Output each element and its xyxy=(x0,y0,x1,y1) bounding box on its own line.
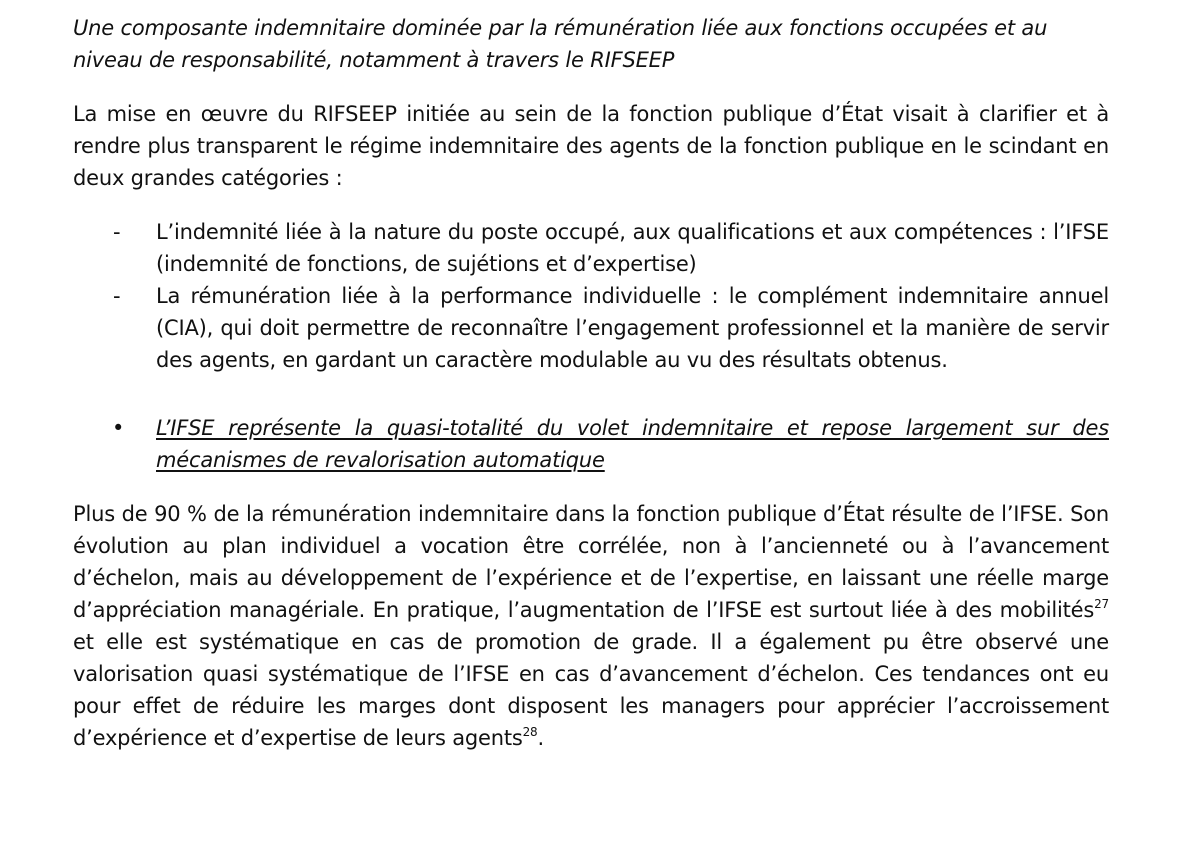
list-item-ifse xyxy=(73,216,1109,280)
dash-marker: - xyxy=(113,220,121,244)
body-text-part2: et elle est systématique en cas de promotion de grade. Il a également pu être observé une valorisation quasi systématique de l’IFSE en cas d’avancement d’échelon. Ces tendances ont eu pour effet de réduire les marges dont disposent les managers pour apprécier l’accroissement d’expérience et d’expertise de leurs agents xyxy=(73,630,1109,750)
list-item-text: La rémunération liée à la performance individuelle : le complément indemnitaire annuel (CIA), qui doit permettre de reconnaître l’engagement professionnel et la manière de servir des agents, en gardant un caractère modulable au vu des résultats obtenus. xyxy=(156,284,1109,372)
document-page xyxy=(73,12,1109,754)
body-text-part3: . xyxy=(537,726,544,750)
body-text-part1: Plus de 90 % de la rémunération indemnitaire dans la fonction publique d’État résulte de l’IFSE. Son évolution au plan individuel a vocation être corrélée, non à l’ancienneté ou à l’avancement d’échelon, mais au développement de l’expérience et de l’expertise, en laissant une réelle marge d’appréciation managériale. En pratique, l’augmentation de l’IFSE est surtout liée à des mobilités xyxy=(73,502,1109,622)
key-point-text: L’IFSE représente la quasi-totalité du volet indemnitaire et repose largement sur des mécanismes de revalorisation automatique xyxy=(156,416,1109,472)
dash-marker: - xyxy=(113,284,121,308)
footnote-ref-27[interactable]: 27 xyxy=(1094,597,1109,611)
footnote-ref-28[interactable]: 28 xyxy=(522,725,538,739)
key-point xyxy=(73,412,1109,476)
section-heading: Une composante indemnitaire dominée par la rémunération liée aux fonctions occupées et au niveau de responsabilité, notamment à travers le RIFSEEP xyxy=(73,16,1048,72)
bullet-marker: • xyxy=(112,416,125,440)
list-item-text: L’indemnité liée à la nature du poste occupé, aux qualifications et aux compétences : l’IFSE (indemnité de fonctions, de sujétions et d’expertise) xyxy=(156,220,1109,276)
intro-paragraph: La mise en œuvre du RIFSEEP initiée au sein de la fonction publique d’État visait à clarifier et à rendre plus transparent le régime indemnitaire des agents de la fonction publique en le scindant en deux grandes catégories : xyxy=(73,102,1109,190)
body-paragraph xyxy=(73,498,1109,754)
list-item-cia xyxy=(73,280,1109,376)
category-list xyxy=(73,216,1109,376)
